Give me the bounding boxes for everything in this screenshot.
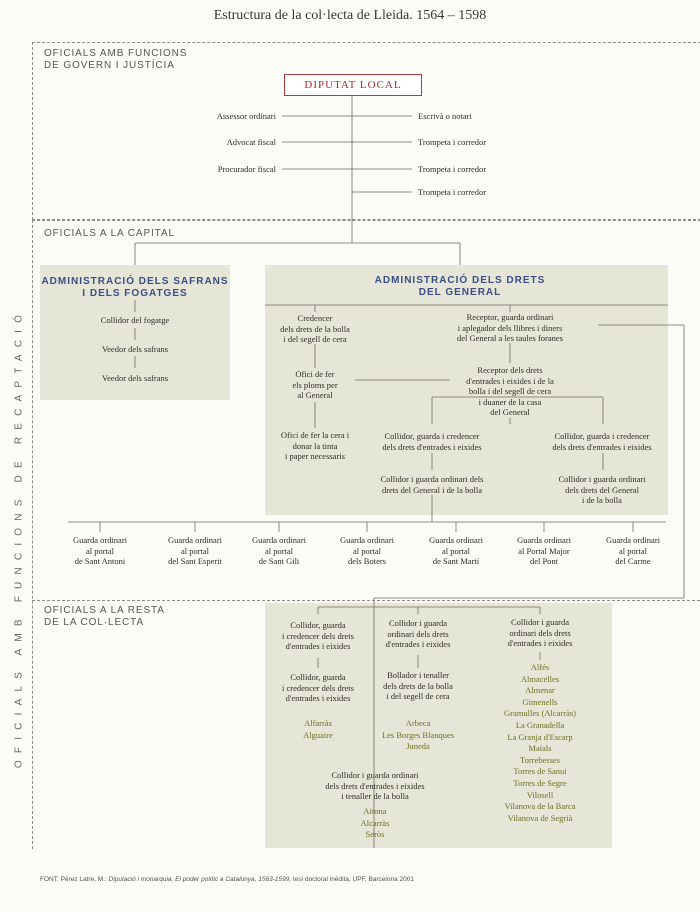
portal-guard: Guarda ordinari al portal de Sant Antoni [72, 535, 128, 566]
resta-bottom-node: Collidor i guarda ordinari dels drets d'entrades i eixides i tenaller de la bolla [325, 770, 425, 801]
collidor-d-node: Collidor i guarda ordinari dels drets del General i de la bolla [558, 474, 646, 505]
govern-right-item: Trompeta i corredor [418, 187, 487, 197]
resta-col1-places [263, 718, 373, 741]
place-name: Torres de Sanui [513, 766, 567, 777]
place-name: Juneda [406, 741, 430, 752]
safrans-header: ADMINISTRACIÓ DELS SAFRANS I DELS FOGATGES [41, 276, 229, 299]
portal-guard: Guarda ordinari al Portal Major del Pont [516, 535, 572, 566]
source-note: FONT: Pérez Latre, M.: Diputació i monarquia. El poder polític a Catalunya, 1563-1599, tesi doctoral inèdita, UPF, Barcelona 2001 [40, 876, 414, 883]
place-name: Alcarràs [360, 817, 390, 828]
general-header: ADMINISTRACIÓ DELS DRETS DEL GENERAL [374, 275, 546, 298]
portal-guard: Guarda ordinari al portal del Sant Esperit [167, 535, 223, 566]
diputat-local-box: DIPUTAT LOCAL [284, 74, 422, 96]
credencer-node: Credencer dels drets de la bolla i del segell de cera [280, 313, 350, 344]
place-name: Vilanova de Segrià [507, 812, 573, 823]
govern-left-item: Advocat fiscal [226, 137, 276, 147]
place-name: Alfés [530, 662, 550, 672]
place-name: La Granja d'Escarp [507, 731, 573, 742]
safrans-item: Collidor del fogatge [100, 315, 170, 325]
portal-guard: Guarda ordinari al portal del Carme [605, 535, 661, 566]
place-name: Torres de Segre [513, 777, 567, 788]
resta-col1-top: Collidor, guarda i credencer dels drets d'entrades i eixides [282, 620, 354, 651]
portal-guard: Guarda ordinari al portal de Sant Gili [251, 535, 307, 566]
place-name: Vilanova de la Barca [504, 801, 576, 812]
collidor-b-node: Collidor, guarda i credencer dels drets d'entrades i eixides [552, 431, 652, 452]
place-name: La Granadella [515, 719, 565, 730]
place-name: Maials [528, 743, 552, 754]
section-resta-label: OFICIALS A LA RESTA DE LA COL·LECTA [44, 605, 165, 628]
place-name: Alfarràs [304, 718, 332, 728]
receptor-drets-node: Receptor dels drets d'entrades i eixides i de la bolla i del segell de cera i duaner de la casa del General [466, 365, 554, 417]
ofici-ploms-node: Ofici de fer els ploms per al General [292, 369, 338, 400]
place-name: Les Borges Blanques [381, 729, 455, 740]
resta-col3-top: Collidor i guarda ordinari dels drets d'entrades i eixides [507, 617, 573, 648]
govern-right-item: Trompeta i corredor [418, 164, 487, 174]
resta-col2-top: Collidor i guarda ordinari dels drets d'entrades i eixides [385, 618, 451, 649]
portal-guard: Guarda ordinari al portal dels Boters [339, 535, 395, 566]
govern-right-item: Trompeta i corredor [418, 137, 487, 147]
resta-col2-places [365, 718, 471, 753]
resta-bottom-places [300, 806, 450, 841]
place-name: Gimenells [522, 696, 558, 707]
section-govern-label: OFICIALS AMB FUNCIONS DE GOVERN I JUSTÍCIA [44, 48, 188, 71]
place-name: Torrebesses [519, 754, 560, 765]
receptor-guarda-node: Receptor, guarda ordinari i aplegador dels llibres i diners del General a les taules foranes [457, 312, 563, 343]
safrans-item: Veedor dels safrans [101, 373, 169, 383]
place-name: Seròs [365, 829, 385, 840]
resta-col3-places [485, 662, 595, 824]
recaptacio-vertical-label: OFICIALS AMB FUNCIONS DE RECAPTACIÓ [13, 307, 25, 769]
place-name: Vilosell [526, 789, 554, 800]
section-capital-label: OFICIALS A LA CAPITAL [44, 228, 175, 239]
place-name: Gramulles (Alcarràs) [504, 708, 576, 719]
ofici-cera-node: Ofici de fer la cera i donar la tinta i paper necessaris [280, 430, 350, 461]
govern-left-item: Assessor ordinari [216, 111, 276, 121]
portal-guard: Guarda ordinari al portal de Sant Martí [428, 535, 484, 566]
place-name: Aitona [363, 806, 387, 816]
place-name: Arbeca [405, 718, 431, 728]
page-title: Estructura de la col·lecta de Lleida. 1564 – 1598 [213, 8, 487, 23]
govern-right-item: Escrivà o notari [418, 111, 472, 121]
place-name: Almacelles [520, 673, 560, 684]
resta-col1-mid: Collidor, guarda i credencer dels drets d'entrades i eixides [282, 672, 354, 703]
collidor-c-node: Collidor i guarda ordinari dels drets del General i de la bolla [380, 474, 484, 495]
place-name: Almenar [525, 685, 555, 696]
resta-col2-mid: Bollador i tenaller dels drets de la bolla i del segell de cera [383, 670, 453, 701]
safrans-item: Veedor dels safrans [101, 344, 169, 354]
govern-left-item: Procurador fiscal [217, 164, 276, 174]
place-name: Alguaire [303, 729, 333, 740]
collidor-a-node: Collidor, guarda i credencer dels drets d'entrades i eixides [382, 431, 482, 452]
